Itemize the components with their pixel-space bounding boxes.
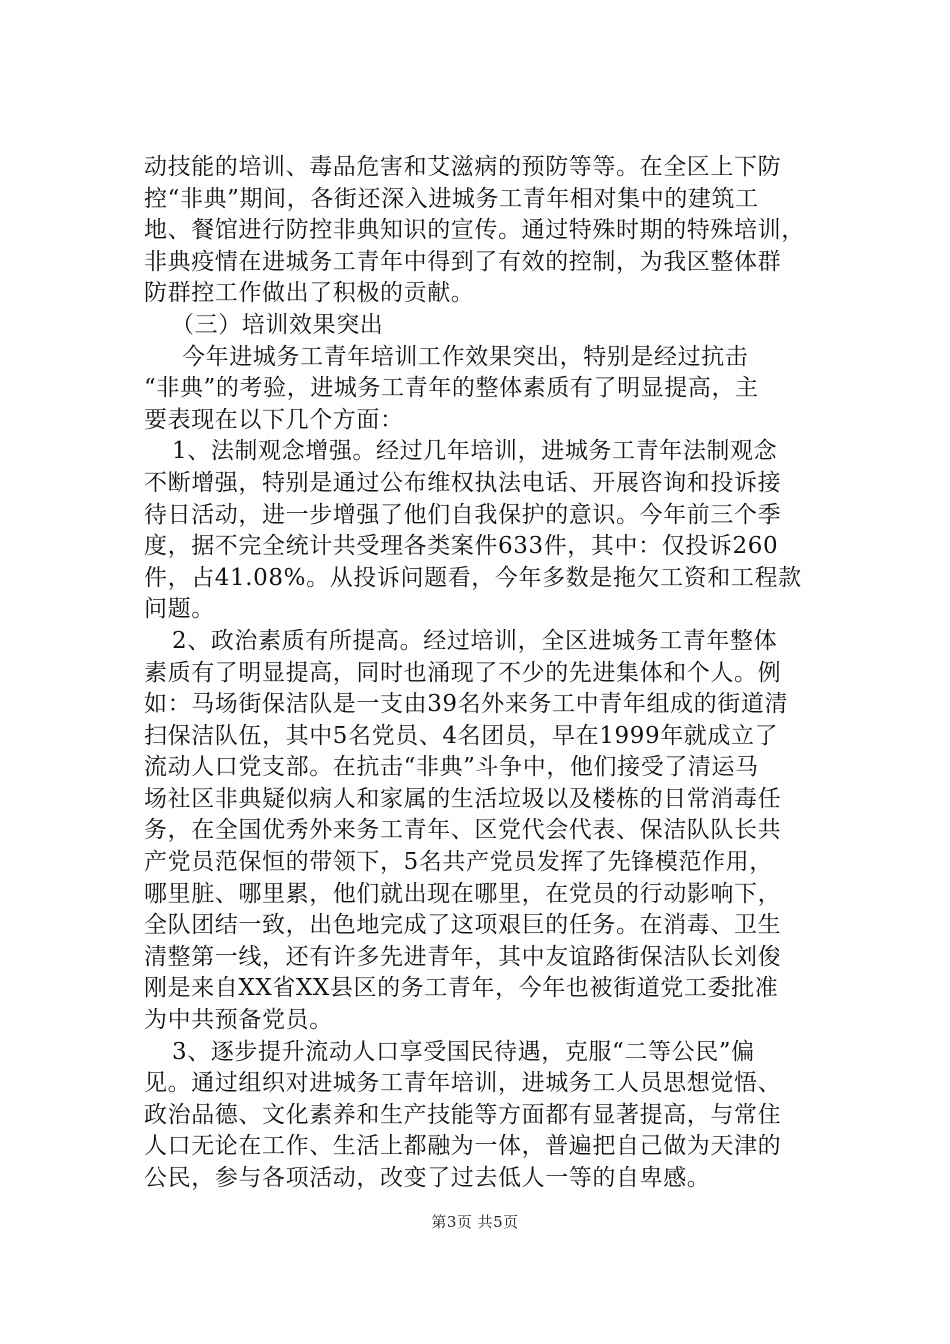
body-line: 清整第一线，还有许多先进青年，其中友谊路街保洁队长刘俊 xyxy=(144,943,782,970)
page-footer: 第3页 共5页 xyxy=(431,1213,519,1231)
body-line: 产党员范保恒的带领下，5名共产党员发挥了先锋模范作用， xyxy=(144,849,773,876)
body-line: 政治品德、文化素养和生产技能等方面都有显著提高，与常住 xyxy=(144,1101,782,1128)
body-line: 件，占41.08%。从投诉问题看，今年多数是拖欠工资和工程款 xyxy=(144,564,802,591)
body-line: 如：马场街保洁队是一支由39名外来务工中青年组成的街道清 xyxy=(144,691,789,718)
body-line: 扫保洁队伍，其中5名党员、4名团员，早在1999年就成立了 xyxy=(144,722,779,749)
body-line: 务，在全国优秀外来务工青年、区党代会代表、保洁队队长共 xyxy=(144,817,782,844)
body-line: 要表现在以下几个方面： xyxy=(144,406,404,433)
body-line: 哪里脏、哪里累，他们就出现在哪里，在党员的行动影响下， xyxy=(144,880,782,907)
body-line: 全队团结一致，出色地完成了这项艰巨的任务。在消毒、卫生 xyxy=(144,912,782,939)
body-line: 防群控工作做出了积极的贡献。 xyxy=(144,280,475,307)
body-line: “非典”的考验，进城务工青年的整体素质有了明显提高，主 xyxy=(144,375,759,402)
section-heading: （三）培训效果突出 xyxy=(171,311,384,338)
body-line: 人口无论在工作、生活上都融为一体，普遍把自己做为天津的 xyxy=(144,1133,782,1160)
body-line: 今年进城务工青年培训工作效果突出，特别是经过抗击 xyxy=(182,343,749,370)
body-line: 3、逐步提升流动人口享受国民待遇，克服“二等公民”偏 xyxy=(172,1038,755,1065)
body-line: 地、餐馆进行防控非典知识的宣传。通过特殊时期的特殊培训， xyxy=(144,217,805,244)
body-line: 场社区非典疑似病人和家属的生活垃圾以及楼栋的日常消毒任 xyxy=(144,785,782,812)
body-line: 问题。 xyxy=(144,596,215,623)
body-line: 控“非典”期间，各街还深入进城务工青年相对集中的建筑工 xyxy=(144,185,759,212)
body-line: 不断增强，特别是通过公布维权执法电话、开展咨询和投诉接 xyxy=(144,469,782,496)
body-line: 素质有了明显提高，同时也涌现了不少的先进集体和个人。例 xyxy=(144,659,782,686)
body-line: 公民，参与各项活动，改变了过去低人一等的自卑感。 xyxy=(144,1165,711,1191)
body-line: 流动人口党支部。在抗击“非典”斗争中，他们接受了清运马 xyxy=(144,754,759,781)
body-line: 为中共预备党员。 xyxy=(144,1007,333,1034)
body-line: 1、法制观念增强。经过几年培训，进城务工青年法制观念 xyxy=(172,438,778,465)
document-body xyxy=(144,152,844,1195)
body-line: 刚是来自XX省XX县区的务工青年，今年也被街道党工委批准 xyxy=(144,975,779,1002)
body-line: 见。通过组织对进城务工青年培训，进城务工人员思想觉悟、 xyxy=(144,1070,782,1097)
body-line: 度，据不完全统计共受理各类案件633件，其中：仅投诉260 xyxy=(144,533,779,560)
body-line: 待日活动，进一步增强了他们自我保护的意识。今年前三个季 xyxy=(144,501,782,528)
body-line: 动技能的培训、毒品危害和艾滋病的预防等等。在全区上下防 xyxy=(144,154,782,180)
body-line: 2、政治素质有所提高。经过培训，全区进城务工青年整体 xyxy=(172,627,778,654)
body-line: 非典疫情在进城务工青年中得到了有效的控制，为我区整体群 xyxy=(144,248,782,275)
